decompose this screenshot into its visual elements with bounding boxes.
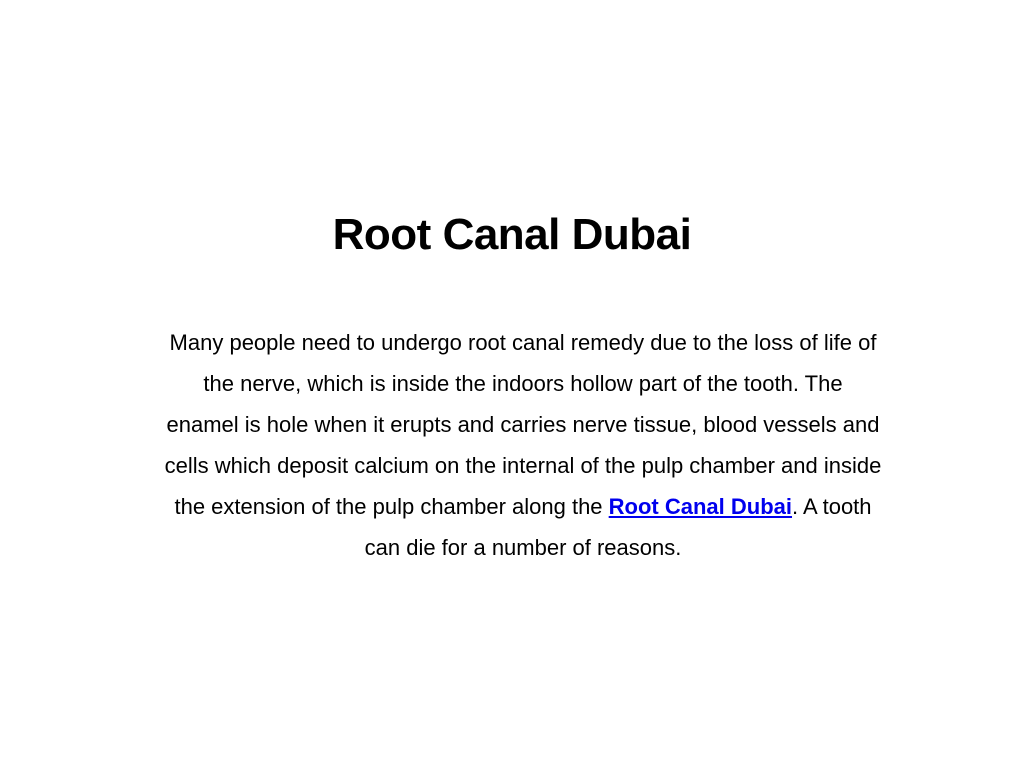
paragraph-line-5	[86, 486, 960, 527]
paragraph-line-3: enamel is hole when it erupts and carries nerve tissue, blood vessels and	[166, 412, 880, 437]
paragraph-line-5-text-after: . A tooth	[792, 494, 872, 519]
slide-title: Root Canal Dubai	[332, 210, 692, 259]
paragraph-line-6: can die for a number of reasons.	[364, 535, 682, 560]
paragraph-line-4: cells which deposit calcium on the internal of the pulp chamber and inside	[164, 453, 882, 478]
paragraph-line-2: the nerve, which is inside the indoors hollow part of the tooth. The	[203, 371, 843, 396]
paragraph-line-1: Many people need to undergo root canal remedy due to the loss of life of	[169, 330, 877, 355]
paragraph-line-5-text-before: the extension of the pulp chamber along the	[174, 494, 609, 519]
root-canal-dubai-link[interactable]: Root Canal Dubai	[608, 494, 793, 519]
body-paragraph	[86, 322, 960, 568]
